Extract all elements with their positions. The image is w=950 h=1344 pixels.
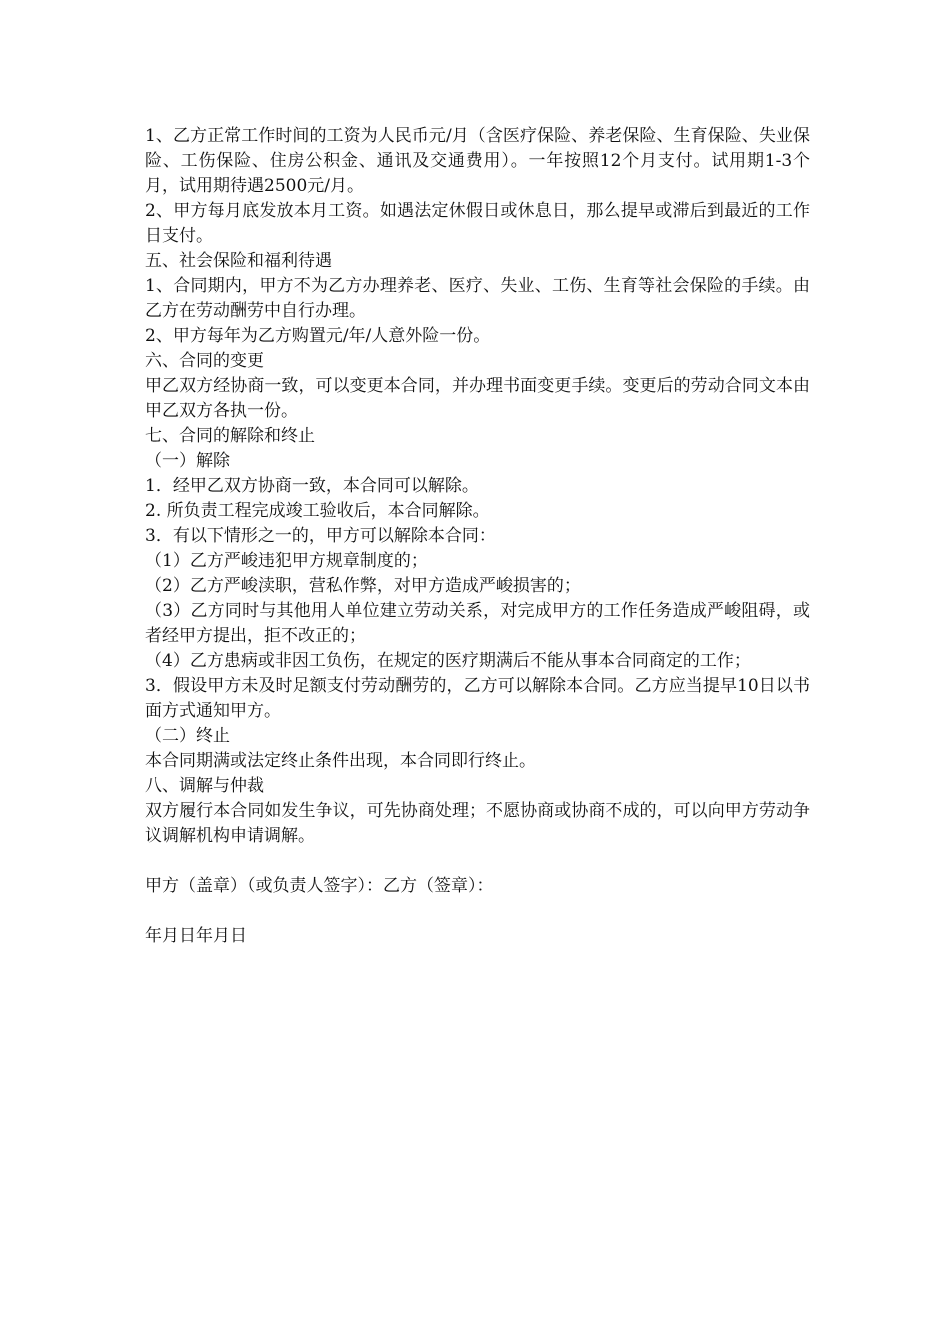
subsection-heading-ending: （二）终止 (145, 726, 230, 746)
clause-case-1: （1）乙方严峻违犯甲方规章制度的； (145, 551, 428, 571)
section-heading-termination: 七、合同的解除和终止 (145, 426, 315, 446)
clause-dissolution-2: 2. 所负责工程完成竣工验收后，本合同解除。 (145, 501, 490, 521)
clause-social-insurance: 1、合同期内，甲方不为乙方办理养老、医疗、失业、工伤、生育等社会保险的手续。由乙方在劳动酬劳中自行办理。 (145, 276, 810, 321)
clause-pay-date: 2、甲方每月底发放本月工资。如遇法定休假日或休息日，那么提早或滞后到最近的工作日支付。 (145, 201, 810, 246)
clause-ending: 本合同期满或法定终止条件出现，本合同即行终止。 (145, 751, 536, 771)
clause-employee-dissolution: 3．假设甲方未及时足额支付劳动酬劳的，乙方可以解除本合同。乙方应当提早10日以书面方式通知甲方。 (145, 676, 810, 721)
blank-line (145, 849, 810, 874)
section-heading-change: 六、合同的变更 (145, 351, 264, 371)
clause-case-4: （4）乙方患病或非因工负伤，在规定的医疗期满后不能从事本合同商定的工作； (145, 651, 751, 671)
clause-salary: 1、乙方正常工作时间的工资为人民币元/月（含医疗保险、养老保险、生育保险、失业保险、工伤保险、住房公积金、通讯及交通费用）。一年按照12个月支付。试用期1-3个月，试用期待遇2500元/月。 (145, 126, 810, 196)
clause-dissolution-1: 1．经甲乙双方协商一致，本合同可以解除。 (145, 476, 479, 496)
clause-change: 甲乙双方经协商一致，可以变更本合同，并办理书面变更手续。变更后的劳动合同文本由甲乙双方各执一份。 (145, 376, 810, 421)
blank-line (145, 899, 810, 924)
clause-dissolution-3: 3．有以下情形之一的，甲方可以解除本合同： (145, 526, 496, 546)
clause-mediation: 双方履行本合同如发生争议，可先协商处理；不愿协商或协商不成的，可以向甲方劳动争议调解机构申请调解。 (145, 801, 810, 846)
section-heading-mediation: 八、调解与仲裁 (145, 776, 264, 796)
contract-body (145, 124, 810, 949)
clause-accident-insurance: 2、甲方每年为乙方购置元/年/人意外险一份。 (145, 326, 491, 346)
date-line: 年月日年月日 (145, 926, 247, 946)
clause-case-2: （2）乙方严峻渎职，营私作弊，对甲方造成严峻损害的； (145, 576, 581, 596)
subsection-heading-dissolution: （一）解除 (145, 451, 230, 471)
section-heading-insurance: 五、社会保险和福利待遇 (145, 251, 332, 271)
clause-case-3: （3）乙方同时与其他用人单位建立劳动关系，对完成甲方的工作任务造成严峻阻碍，或者经甲方提出，拒不改正的； (145, 601, 810, 646)
signature-line: 甲方（盖章）（或负责人签字）：乙方（签章）： (145, 876, 494, 896)
